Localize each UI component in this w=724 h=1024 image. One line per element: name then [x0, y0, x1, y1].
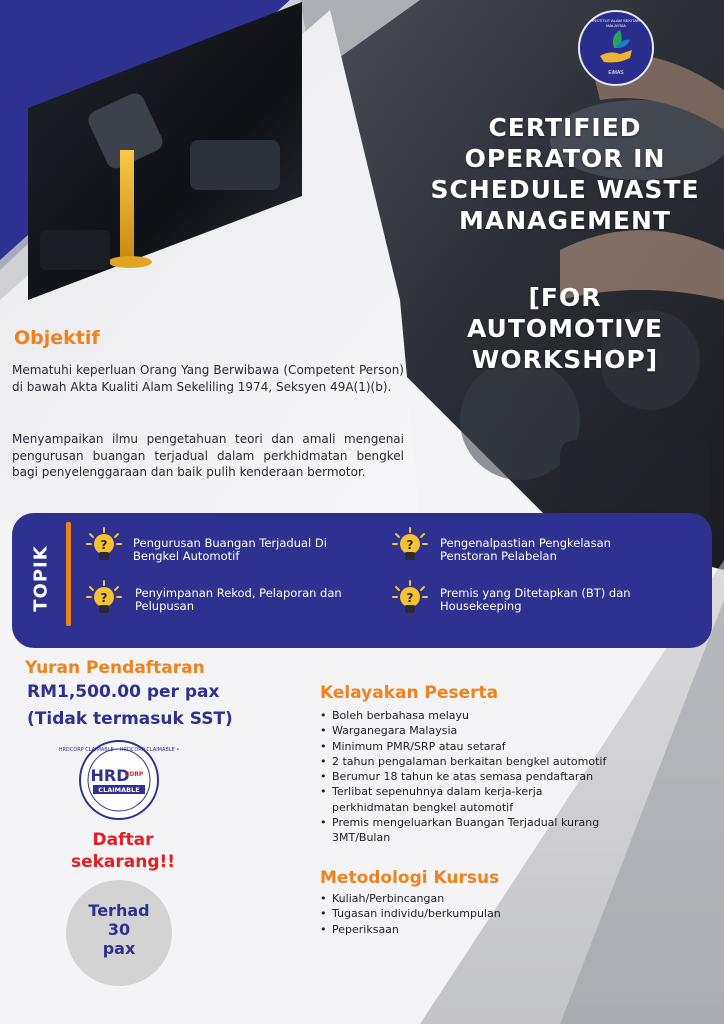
hrdcorp-claimable-badge: [58, 739, 180, 821]
metodologi-list: [320, 891, 630, 937]
list-item: • Terlibat sepenuhnya dalam kerja-kerja perkhidmatan bengkel automotif: [320, 784, 582, 815]
list-item: • Minimum PMR/SRP atau setaraf: [320, 739, 630, 754]
svg-text:?: ?: [406, 591, 414, 605]
lightbulb-icon: [86, 527, 122, 563]
title-line: SCHEDULE WASTE: [430, 175, 700, 204]
fee-heading: Yuran Pendaftaran: [25, 658, 205, 678]
list-item: • Warganegara Malaysia: [320, 723, 630, 738]
topik-item-line: Pengurusan Buangan Terjadual Di: [133, 536, 327, 550]
svg-text:?: ?: [406, 538, 414, 552]
cta-line: sekarang!!: [70, 852, 176, 872]
list-item: • 2 tahun pengalaman berkaitan bengkel automotif: [320, 754, 630, 769]
objektif-paragraph-2: Menyampaikan ilmu pengetahuan teori dan amali mengenai pengurusan buangan terjadual dalam perkhidmatan bengkel bagi penyelenggaraan dan baik pulih kenderaan bermotor.: [12, 432, 404, 479]
topik-item: [440, 587, 690, 613]
register-now-cta[interactable]: [58, 829, 188, 873]
list-item: • Berumur 18 tahun ke atas semasa pendaftaran: [320, 769, 630, 784]
limit-text: [66, 901, 172, 958]
title-line: OPERATOR IN: [464, 144, 666, 173]
topik-item-line: Penyimpanan Rekod, Pelaporan dan: [135, 586, 342, 600]
hrd-ring-text: HRDCORP CLAIMABLE • HRDCORP CLAIMABLE •: [58, 747, 180, 753]
title-line: MANAGEMENT: [458, 206, 672, 235]
topik-item-line: Bengkel Automotif: [133, 549, 240, 563]
topik-item-line: Pelupusan: [135, 599, 194, 613]
title-line: CERTIFIED: [488, 113, 642, 142]
list-item: • Premis mengeluarkan Buangan Terjadual kurang 3MT/Bulan: [320, 815, 632, 846]
lightbulb-icon: [392, 580, 428, 616]
subtitle-line: [FOR AUTOMOTIVE: [466, 283, 664, 343]
topik-divider: [66, 522, 71, 626]
topik-item-line: Housekeeping: [440, 599, 522, 613]
kelayakan-heading: Kelayakan Peserta: [320, 683, 499, 703]
limit-line: pax: [102, 939, 136, 958]
objektif-heading: Objektif: [14, 327, 100, 349]
objektif-paragraph-1: Mematuhi keperluan Orang Yang Berwibawa (Competent Person) di bawah Akta Kualiti Alam Sekeliling 1974, Seksyen 49A(1)(b).: [12, 363, 404, 394]
hrd-claimable: CLAIMABLE: [98, 786, 140, 794]
cta-line: Daftar: [92, 830, 154, 850]
logo-short-text: EiMAS: [608, 70, 624, 76]
topik-item-line: Penstoran Pelabelan: [440, 549, 557, 563]
list-item: • Tugasan individu/berkumpulan: [320, 906, 630, 921]
limit-line: Terhad: [88, 901, 150, 920]
lightbulb-icon: [392, 527, 428, 563]
topik-item: [135, 587, 385, 613]
topik-item-line: Pengenalpastian Pengkelasan: [440, 536, 611, 550]
list-item: • Kuliah/Perbincangan: [320, 891, 630, 906]
topik-label-text: TOPIK: [30, 545, 52, 612]
kelayakan-list: [320, 708, 630, 846]
lightbulb-icon: [86, 580, 122, 616]
topik-item: [440, 537, 690, 563]
metodologi-heading: Metodologi Kursus: [320, 868, 500, 888]
limit-line: 30: [107, 920, 131, 939]
course-title: [430, 112, 700, 236]
list-item: • Peperiksaan: [320, 922, 630, 937]
svg-text:?: ?: [100, 591, 108, 605]
logo-ring-text: INSTITUT ALAM SEKITAR MALAYSIA: [592, 18, 640, 28]
eimas-logo: [578, 10, 654, 86]
topik-item-line: Premis yang Ditetapkan (BT) dan: [440, 586, 631, 600]
list-item: • Boleh berbahasa melayu: [320, 708, 630, 723]
topik-item: [133, 537, 383, 563]
fee-amount: RM1,500.00 per pax: [27, 682, 220, 702]
fee-note: (Tidak termasuk SST): [27, 709, 233, 729]
svg-text:?: ?: [100, 538, 108, 552]
hrd-corp: CORP: [124, 771, 144, 778]
subtitle-line: WORKSHOP]: [471, 345, 659, 374]
topik-label: [16, 540, 66, 620]
hrd-brand: HRD: [90, 766, 130, 785]
course-subtitle: [430, 282, 700, 375]
